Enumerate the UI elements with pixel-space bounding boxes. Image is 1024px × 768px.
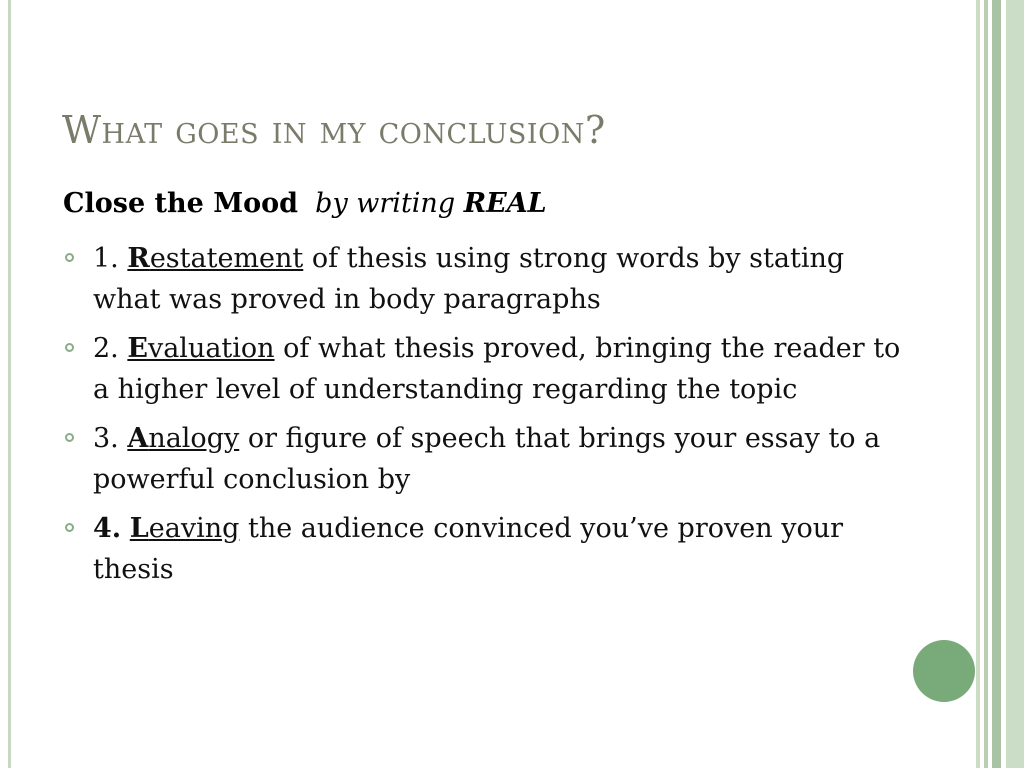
item-letter: A [127,423,149,454]
list-item [62,508,902,590]
item-text: of what thesis proved, bringing the reader to a higher level of understanding regarding the topic [93,333,901,405]
decorative-circle-icon [913,640,975,702]
item-keyword: eaving [148,513,240,544]
list-item [62,328,902,410]
item-text: the audience convinced you’ve proven your thesis [93,513,844,585]
slide-subtitle [63,188,547,219]
item-keyword: nalogy [148,423,240,454]
item-number: 4. [93,513,122,544]
item-text: or figure of speech that brings your essay to a powerful conclusion by [93,423,881,495]
subtitle-bold-italic: REAL [463,188,547,219]
right-stripe [1006,0,1024,768]
item-keyword: estatement [149,243,304,274]
bullet-circle-icon [65,343,74,352]
bullet-circle-icon [65,523,74,532]
right-stripe [976,0,980,768]
item-text: of thesis using strong words by stating what was proved in body paragraphs [93,243,845,315]
list-item [62,418,902,500]
bullet-list [62,238,902,598]
item-number: 2. [93,333,119,364]
subtitle-italic: by writing [315,188,456,219]
right-stripe [984,0,988,768]
right-stripe [992,0,1001,768]
item-number: 3. [93,423,119,454]
bullet-circle-icon [65,433,74,442]
list-item [62,238,902,320]
left-edge-line [8,0,11,768]
item-number: 1. [93,243,119,274]
bullet-circle-icon [65,253,74,262]
slide-title: What goes in my conclusion? [62,108,606,152]
item-letter: R [127,243,150,274]
item-letter: E [127,333,148,364]
item-letter: L [129,513,149,544]
item-keyword: valuation [147,333,275,364]
subtitle-bold: Close the Mood [63,188,298,219]
